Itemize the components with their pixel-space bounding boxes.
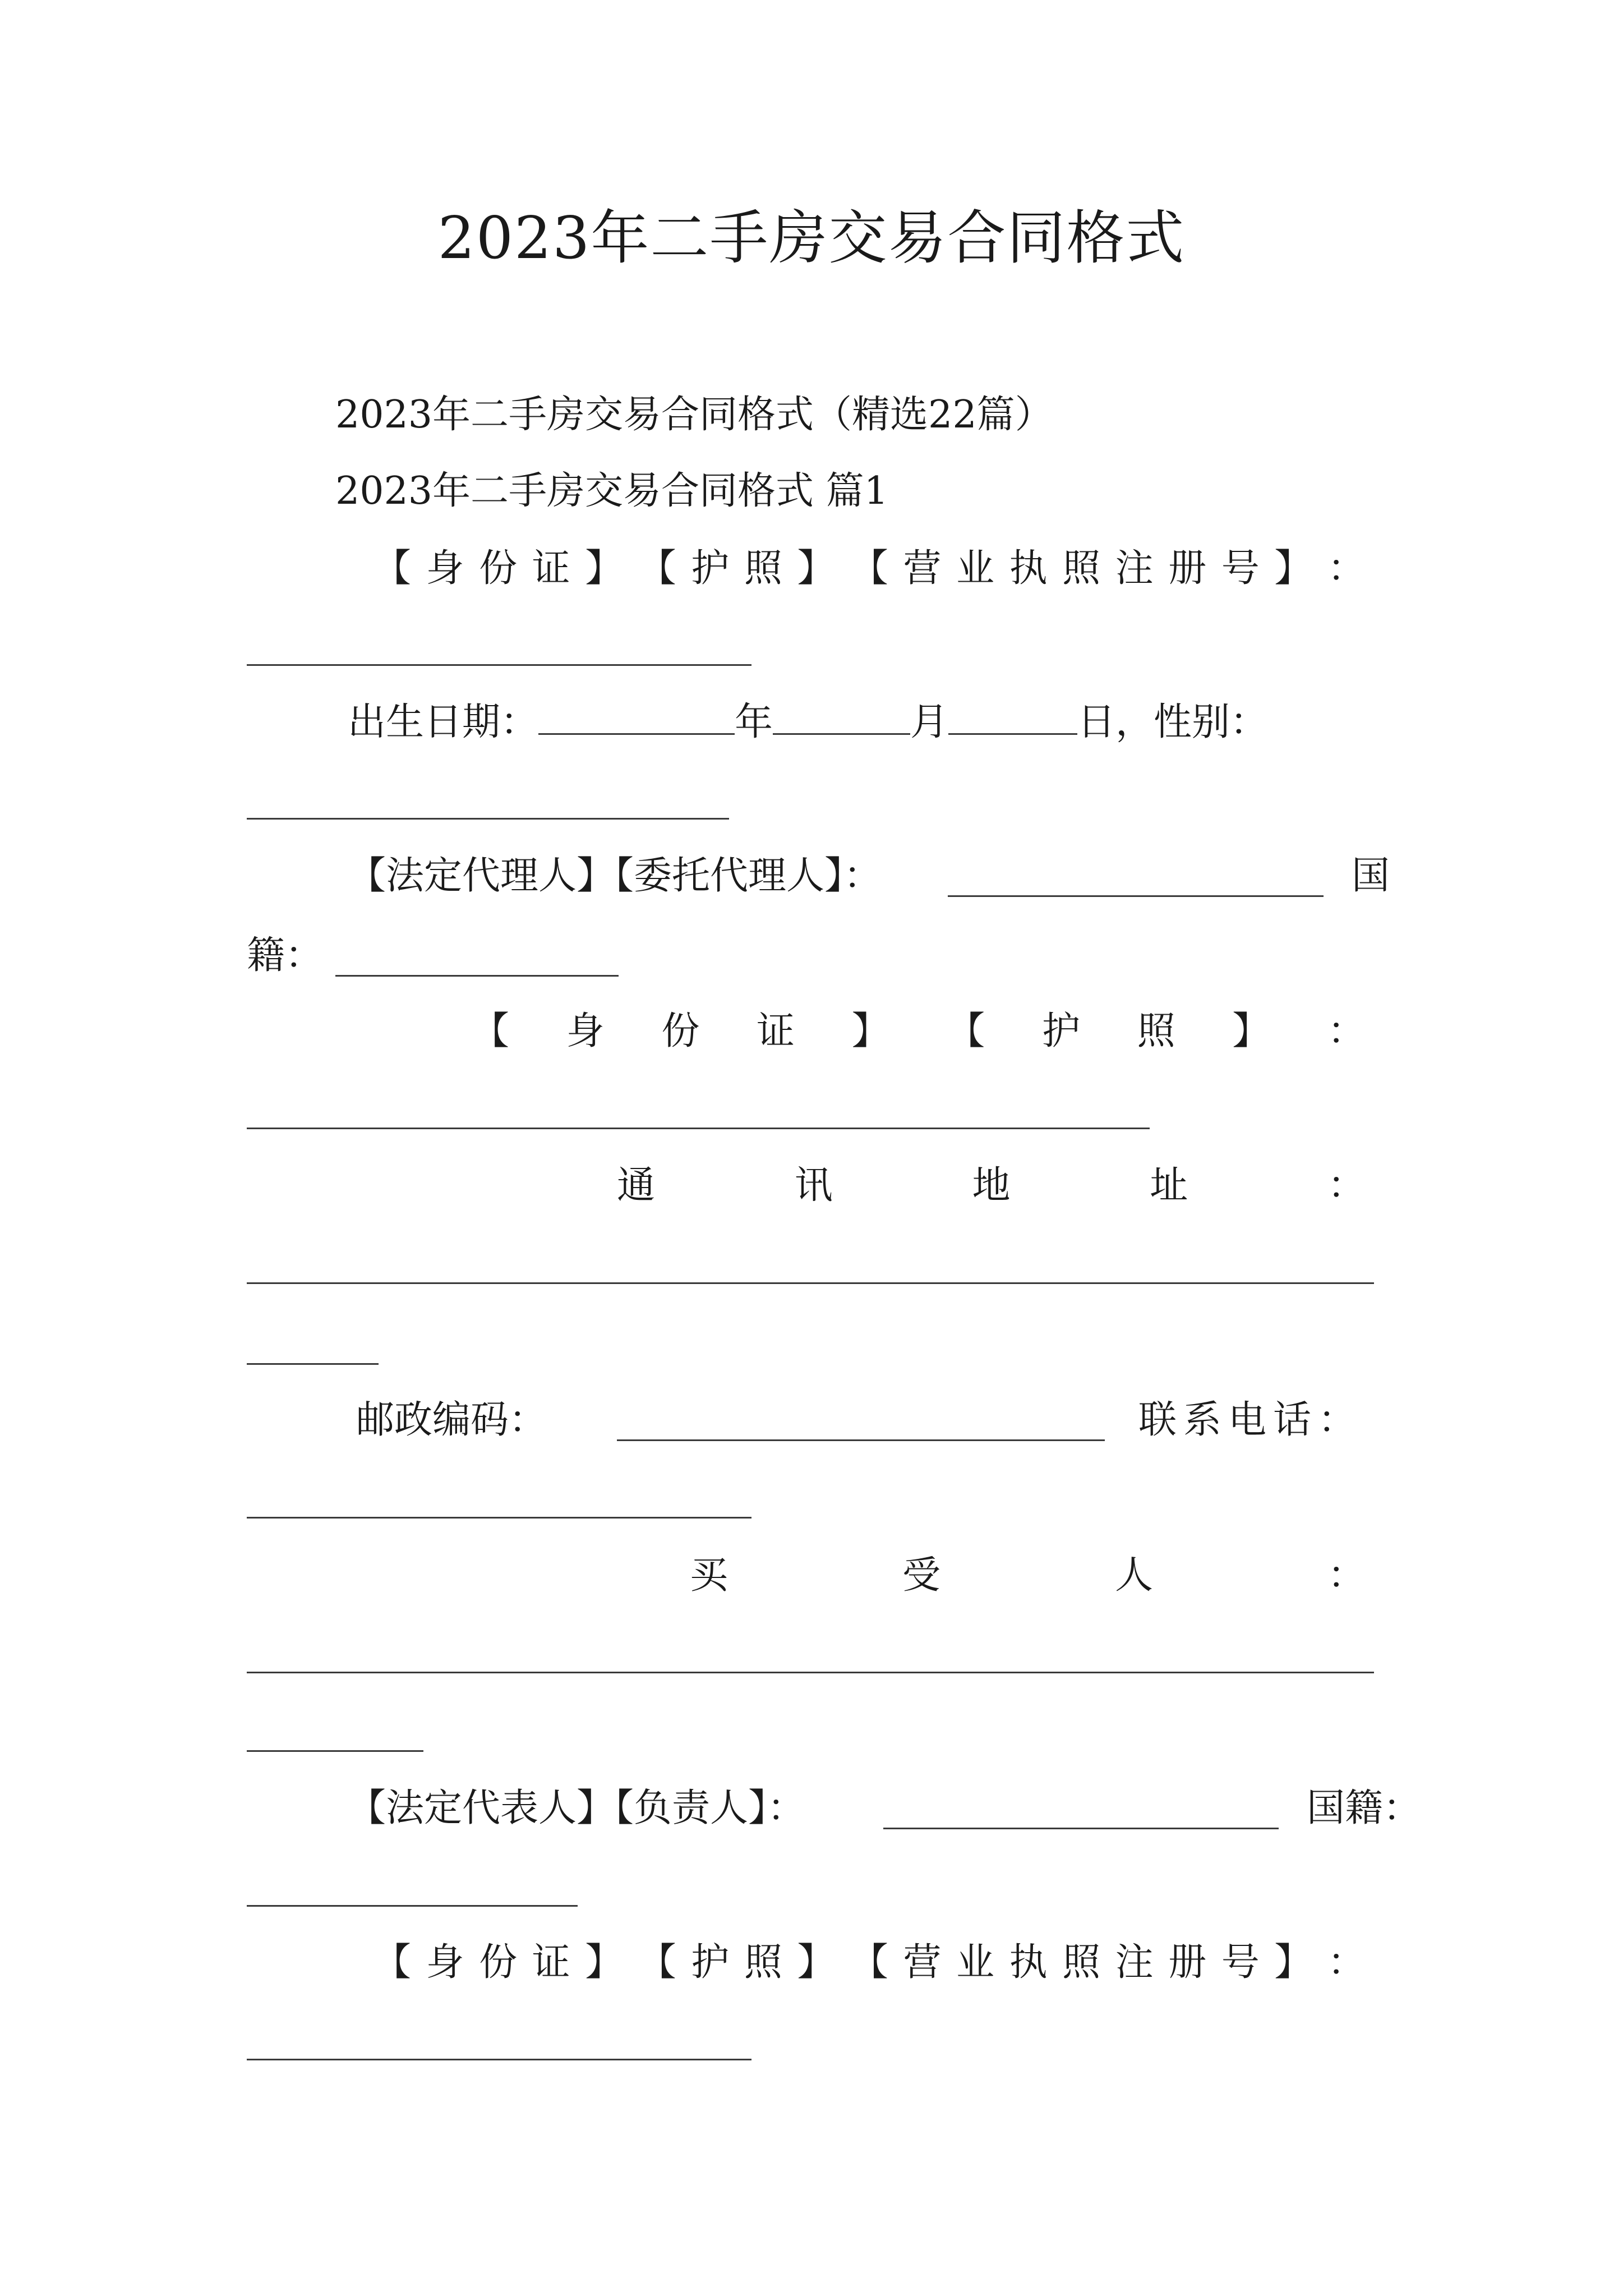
address-label: 通 讯 地 址 ： <box>617 1163 1366 1208</box>
phone-label: 联系电话： <box>1138 1398 1363 1442</box>
agent-id-label: 【 身 份 证 】 【 护 照 】 ： <box>471 1009 1366 1053</box>
address-blank-2[interactable] <box>247 1363 379 1365</box>
birth-day-blank[interactable] <box>948 729 1077 735</box>
seller-id-label: 【 身 份 证 】 【 护 照 】 【 营 业 执 照 注 册 号 】 ： <box>373 546 1366 591</box>
buyer-rep-label: 【法定代表人】【负责人】： <box>348 1786 806 1830</box>
nationality-blank[interactable] <box>335 975 619 977</box>
buyer-blank-2[interactable] <box>247 1750 423 1752</box>
buyer-id-blank[interactable] <box>247 2059 751 2060</box>
seller-agent-row <box>348 854 882 898</box>
phone-blank[interactable] <box>247 1517 751 1519</box>
seller-birth-row <box>348 700 1269 744</box>
postal-blank[interactable] <box>617 1439 1105 1441</box>
nationality-label-a: 国 <box>1352 854 1390 898</box>
address-blank-1[interactable] <box>247 1282 1374 1284</box>
agent-blank[interactable] <box>948 895 1324 897</box>
birth-label: 出生日期： <box>348 700 539 744</box>
buyer-label: 买 受 人 ： <box>690 1553 1366 1598</box>
document-title: 2023年二手房交易合同格式 <box>437 204 1186 272</box>
day-gender-label: 日，性别： <box>1077 700 1269 744</box>
birth-month-blank[interactable] <box>773 729 910 735</box>
intro-line-2: 2023年二手房交易合同格式 篇1 <box>335 469 888 513</box>
agent-label: 【法定代理人】【委托代理人】： <box>348 854 882 898</box>
agent-id-blank[interactable] <box>247 1128 1150 1129</box>
postal-label: 邮政编码： <box>356 1398 547 1442</box>
buyer-id-label: 【 身 份 证 】 【 护 照 】 【 营 业 执 照 注 册 号 】 ： <box>373 1940 1366 1985</box>
intro-line-1: 2023年二手房交易合同格式（精选22篇） <box>335 393 1053 437</box>
seller-id-blank[interactable] <box>247 664 751 666</box>
nationality-label-b: 籍： <box>247 933 324 978</box>
buyer-blank-1[interactable] <box>247 1672 1374 1673</box>
birth-year-blank[interactable] <box>538 729 735 735</box>
year-label: 年 <box>735 700 773 744</box>
gender-blank[interactable] <box>247 818 729 820</box>
buyer-rep-blank[interactable] <box>883 1828 1279 1829</box>
buyer-nationality-blank[interactable] <box>247 1905 578 1907</box>
month-label: 月 <box>910 700 949 744</box>
buyer-nationality-label: 国籍： <box>1307 1786 1422 1830</box>
